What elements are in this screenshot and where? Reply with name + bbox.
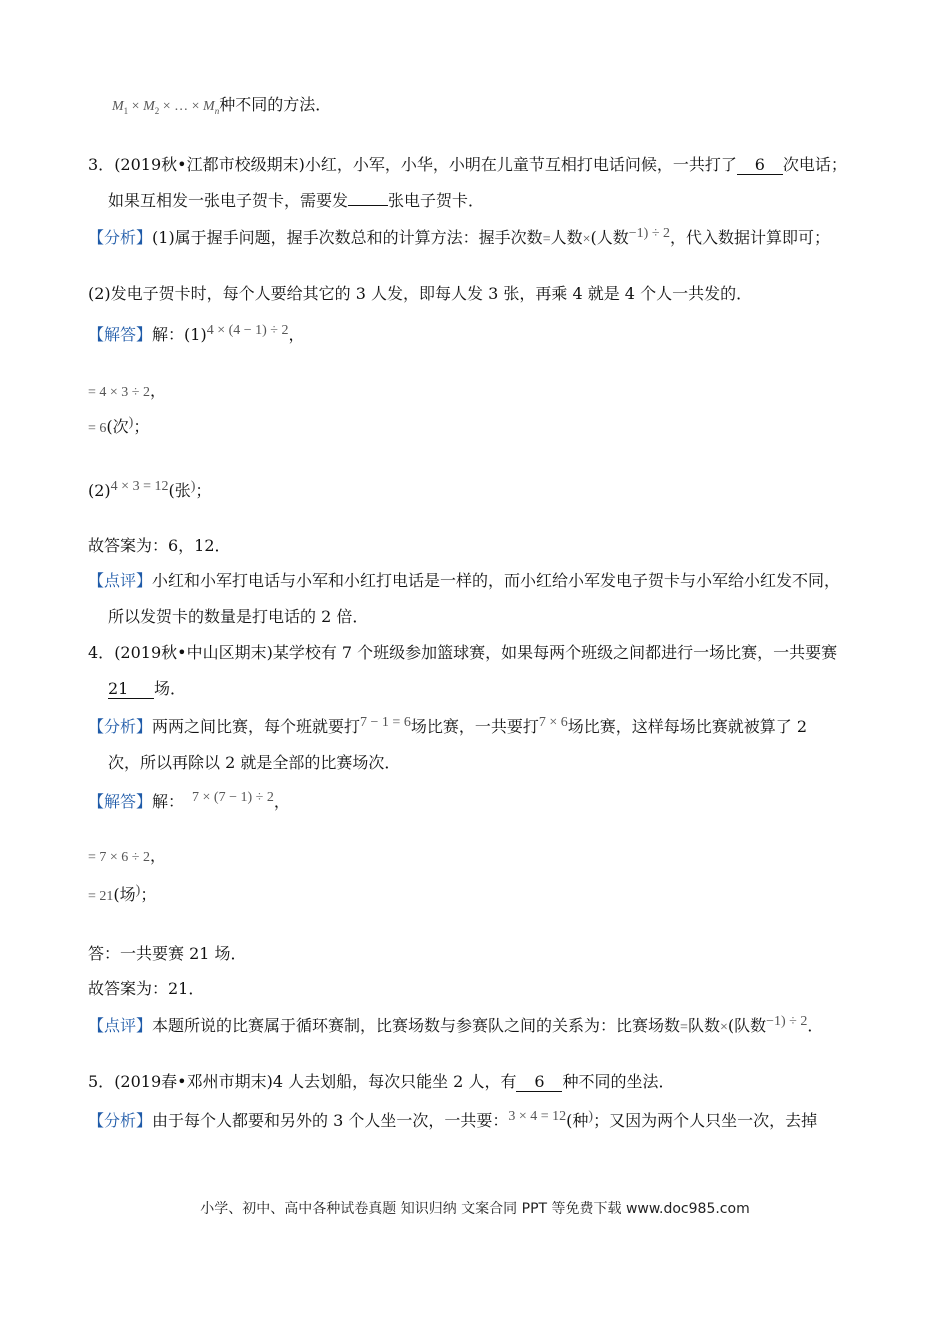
q3-line2a: 如果互相发一张电子贺卡，需要发 [108, 191, 349, 210]
q4-answer-line: 答：一共要赛 21 场． [88, 944, 247, 963]
math-sub2: 2 [154, 106, 160, 117]
q4-analysis-m2: 7 × 6 [538, 715, 568, 730]
q5-blank: 6 [516, 1073, 562, 1092]
q4-review-tag: 【点评】 [88, 1016, 153, 1035]
q3-blank1: 6 [737, 156, 783, 175]
q3-blank2 [348, 205, 388, 206]
q3-solution-tag: 【解答】 [88, 325, 153, 344]
q3-analysis-text-d: ，代入数据计算即可； [670, 228, 831, 247]
q3-sol2-end: ， [149, 381, 166, 400]
q3-analysis-times: × [582, 232, 591, 247]
q5-analysis-close: ) [588, 1109, 594, 1124]
q4-review-b: 队数 [687, 1016, 720, 1035]
q4-answer: 故答案为：21． [88, 979, 205, 998]
q4-sol-step3 [88, 884, 156, 908]
q4-sol3-unit: (场 [113, 885, 136, 904]
q3-sol4-end: ； [195, 481, 212, 500]
q4-analysis [88, 716, 807, 740]
q5-after: 种不同的坐法． [562, 1072, 675, 1091]
q4-blank: 21 [108, 680, 154, 699]
q3-analysis-math: −1) ÷ 2 [628, 226, 671, 241]
q4-analysis-a2: 场比赛，一共要打 [410, 717, 539, 736]
q4-stem-text: (2019秋•中山区期末)某学校有 7 个班级参加篮球赛，如果每两个班级之间都进行一场比赛，一共要赛 [114, 643, 838, 662]
q5-analysis-a2: ；又因为两个人只坐一次，去掉 [593, 1111, 818, 1130]
q4-sol3-end: ； [140, 885, 157, 904]
q4-sol2-end: ， [149, 846, 166, 865]
q4-sol3-close: ) [135, 883, 141, 898]
q4-sol2: = 7 × 6 ÷ 2 [88, 850, 150, 865]
q5-analysis-tag: 【分析】 [88, 1111, 153, 1130]
q4-solution [88, 791, 290, 815]
q4-review-end: ． [807, 1016, 824, 1035]
q4-analysis-tag: 【分析】 [88, 717, 153, 736]
q3-sol3: = 6 [88, 421, 107, 436]
page-footer: 小学、初中、高中各种试卷真题 知识归纳 文案合同 PPT 等免费下载 www.doc985.com [200, 1201, 750, 1217]
q4-review-math: −1) ÷ 2 [766, 1014, 808, 1029]
q5-stem-text: (2019春•邓州市期末)4 人去划船，每次只能坐 2 人，有 [114, 1072, 517, 1091]
q3-after1: 次电话； [782, 155, 847, 174]
q5-number: 5． [88, 1072, 115, 1091]
q3-sol4: 4 × 3 = 12 [110, 479, 169, 494]
q3-sol3-end: ； [133, 417, 150, 436]
q4-analysis-a3: 场比赛，这样每场比赛就被算了 2 [567, 717, 808, 736]
q3-answer: 故答案为：6，12． [88, 536, 231, 555]
formula-line [112, 94, 331, 122]
formula-tail: 种不同的方法． [219, 95, 332, 114]
math-m2: M [143, 99, 155, 114]
q3-line2b: 张电子贺卡． [388, 191, 485, 210]
q4-analysis-m1: 7 − 1 = 6 [360, 715, 411, 730]
q3-sol4-lead: (2) [88, 481, 111, 500]
q5-analysis-unit: (种 [566, 1111, 589, 1130]
q4-sol1: 7 × (7 − 1) ÷ 2 [192, 790, 274, 805]
q3-sol-step4 [88, 480, 211, 504]
q3-analysis-text-a: (1)属于握手问题，握手次数总和的计算方法：握手次数 [152, 228, 543, 247]
math-sub1: 1 [123, 106, 129, 117]
q4-stem [88, 642, 837, 664]
q4-review-eq: = [680, 1020, 688, 1035]
q4-analysis-2: 次，所以再除以 2 就是全部的比赛场次． [108, 753, 401, 772]
q3-sol4-close: ) [190, 479, 196, 494]
q3-stem-line2 [108, 190, 484, 212]
q3-sol-step3 [88, 416, 149, 440]
q3-analysis-tag: 【分析】 [88, 228, 153, 247]
q3-sol-step2 [88, 380, 166, 404]
q4-number: 4． [88, 643, 115, 662]
q4-after: 场． [154, 679, 187, 698]
q3-review-tag: 【点评】 [88, 571, 153, 590]
q3-solution-lead: 解：(1) [152, 325, 207, 344]
math-x2: × … × [159, 99, 204, 114]
q3-analysis [88, 227, 830, 251]
q3-sol3-unit: (次 [106, 417, 129, 436]
q3-analysis-eq: = [542, 232, 551, 247]
q3-analysis-2: (2)发电子贺卡时，每个人要给其它的 3 人发，即每人发 3 张，再乘 4 就是 4 个人一共发的． [88, 284, 753, 303]
q4-sol1-end: ， [273, 792, 290, 811]
math-mn: M [203, 99, 215, 114]
q3-stem [88, 154, 847, 176]
q3-stem-text: (2019秋•江都市校级期末)小红，小军，小华，小明在儿童节互相打电话问候，一共打了 [114, 155, 737, 174]
q4-stem-line2 [108, 678, 186, 700]
q5-analysis [88, 1110, 817, 1134]
q4-review-c: (队数 [727, 1016, 767, 1035]
q3-sol3-close: ) [128, 415, 134, 430]
q4-review [88, 1015, 823, 1039]
q3-sol2: = 4 × 3 ÷ 2 [88, 385, 150, 400]
q4-solution-tag: 【解答】 [88, 792, 153, 811]
q3-number: 3． [88, 155, 115, 174]
q3-sol4-unit: (张 [168, 481, 191, 500]
q3-sol1: 4 × (4 − 1) ÷ 2 [206, 323, 289, 338]
q3-analysis-text-c: (人数 [590, 228, 629, 247]
math-x1: × [128, 99, 144, 114]
q3-solution [88, 324, 305, 348]
q4-sol3: = 21 [88, 889, 114, 904]
q3-analysis-text-b: 人数 [550, 228, 583, 247]
q5-stem [88, 1071, 674, 1093]
q4-review-times: × [719, 1020, 728, 1035]
q3-sol1-end: ， [288, 325, 305, 344]
q3-review [88, 570, 840, 592]
math-m1: M [112, 99, 124, 114]
q4-solution-lead: 解： [152, 792, 185, 811]
q4-review-a: 本题所说的比赛属于循环赛制，比赛场数与参赛队之间的关系为：比赛场数 [152, 1016, 681, 1035]
q3-review-1: 小红和小军打电话与小军和小红打电话是一样的，而小红给小军发电子贺卡与小军给小红发不同， [152, 571, 841, 590]
q5-analysis-a1: 由于每个人都要和另外的 3 个人坐一次，一共要： [152, 1111, 509, 1130]
q4-analysis-a1: 两两之间比赛，每个班就要打 [152, 717, 361, 736]
q5-analysis-m1: 3 × 4 = 12 [508, 1109, 567, 1124]
q3-review-2: 所以发贺卡的数量是打电话的 2 倍． [108, 607, 369, 626]
q4-sol-step2 [88, 845, 166, 869]
math-subn: n [214, 106, 220, 117]
